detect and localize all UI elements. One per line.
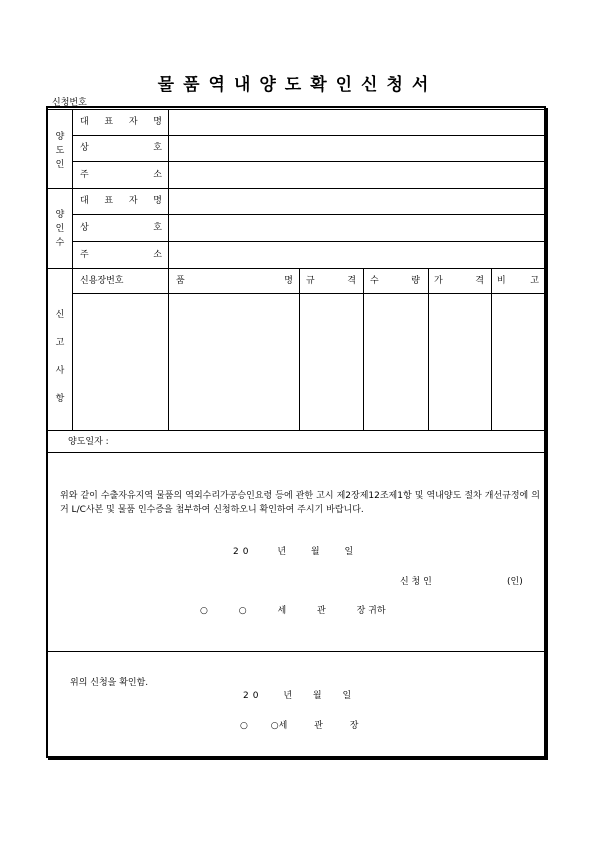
application-body-text: 위와 같이 수출자유지역 물품의 역외수리가공승인요령 등에 관한 고시 제2장제12조제1항 및 역내양도 절차 개선규정에 의거 L/C사본 및 물품 인수증을 첨부하여 신청하오니 확인하여 주시기 바랍니다.	[60, 491, 540, 515]
column-lc-number: 신용장번호	[80, 276, 124, 286]
form-title: 물품역내양도확인신청서	[157, 75, 438, 95]
transferee-section-label: 양 인 수	[55, 210, 65, 248]
column-quantity: 수 량	[370, 276, 420, 286]
seal-mark: (인)	[507, 577, 523, 587]
declaration-section-label: 신 고 사 항	[55, 310, 65, 404]
rule-section-column	[72, 109, 73, 430]
transferor-representative-label: 대 표 자 명	[80, 117, 162, 127]
column-item-name: 품 명	[176, 276, 293, 286]
rule-confirm-top	[48, 651, 544, 652]
rule-col-spec	[299, 268, 300, 430]
rule-row-1	[72, 135, 544, 136]
transferee-company-label: 상 호	[80, 223, 162, 233]
application-date: 20 년 월 일	[233, 547, 354, 557]
application-number-label: 신청번호	[52, 98, 87, 108]
rule-row-5	[72, 241, 544, 242]
column-price: 가 격	[434, 276, 484, 286]
transferor-address-label: 주 소	[80, 170, 162, 180]
rule-col-price	[428, 268, 429, 430]
transferee-address-label: 주 소	[80, 250, 162, 260]
transferor-company-label: 상 호	[80, 143, 162, 153]
rule-transferor-top	[48, 109, 544, 110]
transfer-date-label: 양도일자 :	[68, 437, 109, 447]
transferor-section-label: 양 도 인	[55, 132, 65, 170]
applicant-label: 신 청 인	[400, 577, 432, 587]
transferee-representative-label: 대 표 자 명	[80, 196, 162, 206]
rule-label-column	[168, 109, 169, 430]
rule-transferor-bottom	[48, 188, 544, 189]
rule-row-4	[72, 214, 544, 215]
rule-transfer-date-bottom	[48, 452, 544, 453]
column-remark: 비 고	[497, 276, 539, 286]
confirmation-date: 20 년 월 일	[243, 691, 352, 701]
confirmation-text: 위의 신청을 확인함.	[70, 678, 149, 688]
rule-row-2	[72, 161, 544, 162]
rule-transferee-bottom	[48, 268, 544, 269]
rule-col-qty	[363, 268, 364, 430]
column-spec: 규 격	[306, 276, 356, 286]
rule-column-header-bottom	[72, 293, 544, 294]
rule-declaration-bottom	[48, 430, 544, 431]
rule-col-remark	[491, 268, 492, 430]
recipient-line: ○ ○ 세 관 장 귀하	[200, 606, 386, 616]
confirmation-signer: ○ ○세 관 장	[240, 721, 359, 731]
